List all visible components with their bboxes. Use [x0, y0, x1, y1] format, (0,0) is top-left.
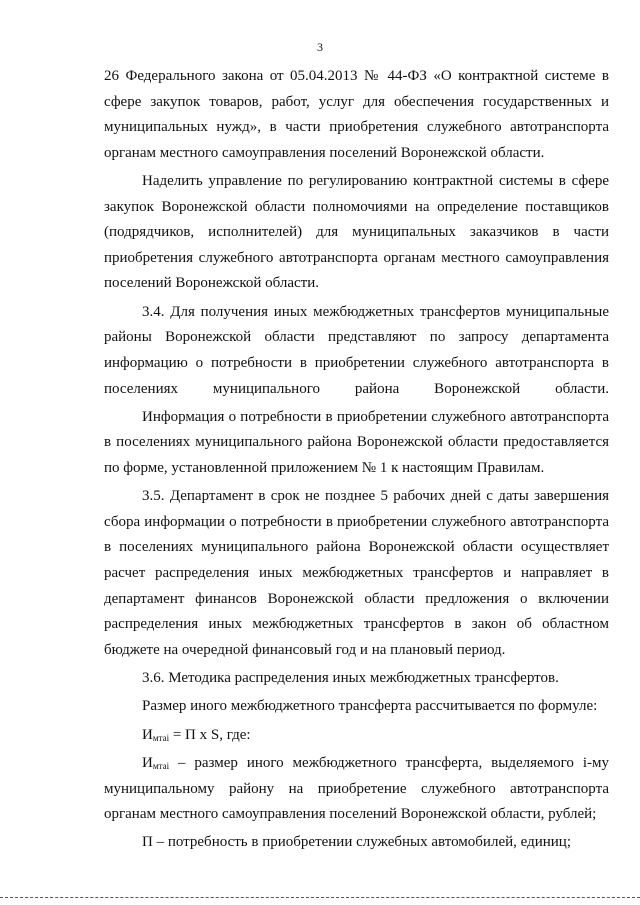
- definition-subscript: мтаi: [152, 760, 170, 771]
- formula-symbol: И: [142, 726, 153, 743]
- paragraph-article-26-continuation: 26 Федерального закона от 05.04.2013 № 44-ФЗ «О контрактной системе в сфере закупок товаров, работ, услуг для обеспечения государственных и муниципальных нужд», в части приобретения служебного автотранспорта органам местного самоуправления поселений Воронежской области.: [104, 68, 609, 161]
- page-number: 3: [317, 40, 323, 54]
- document-body: [104, 64, 609, 856]
- paragraph-3-6: 3.6. Методика распределения иных межбюджетных трансфертов.: [142, 670, 559, 687]
- page-bottom-rule: [0, 897, 640, 898]
- paragraph-information-form: Информация о потребности в приобретении служебного автотранспорта в поселениях муниципального района Воронежской области предоставляется по форме, установленной приложением № 1 к настоящим Правилам.: [104, 408, 609, 476]
- formula-rhs: = П x S, где:: [169, 726, 251, 743]
- formula-subscript: мтаi: [152, 732, 170, 743]
- definition-symbol: И: [142, 754, 153, 771]
- definition-text: – размер иного межбюджетного трансферта, выделяемого i-му муниципальному району на приобретение служебного автотранспорта органам местного самоуправления поселений Воронежской области, рублей;: [104, 754, 609, 823]
- paragraph-definition-need: П – потребность в приобретении служебных автомобилей, единиц;: [142, 834, 572, 851]
- paragraph-formula-intro: Размер иного межбюджетного трансферта рассчитывается по формуле:: [142, 698, 598, 715]
- paragraph-3-5: 3.5. Департамент в срок не позднее 5 рабочих дней с даты завершения сбора информации о потребности в приобретении служебного автотранспорта в поселениях муниципального района Воронежской области осуществляет расчет распределения иных межбюджетных трансфертов и направляет в департамент финансов Воронежской области предложения о включении распределения иных межбюджетных трансфертов в закон об областном бюджете на очередной финансовый год и на плановый период.: [104, 488, 609, 658]
- paragraph-3-4: 3.4. Для получения иных межбюджетных трансфертов муниципальные районы Воронежской области представляют по запросу департамента информацию о потребности в приобретении служебного автотранспорта в поселениях муниципального района Воронежской области.: [104, 303, 609, 397]
- paragraph-definition-transfer: [104, 751, 609, 828]
- formula: [104, 723, 609, 749]
- paragraph-authority-delegation: Наделить управление по регулированию контрактной системы в сфере закупок Воронежской области полномочиями на определение поставщиков (подрядчиков, исполнителей) для муниципальных заказчиков в части приобретения служебного автотранспорта органам местного самоуправления поселений Воронежской области.: [104, 173, 609, 292]
